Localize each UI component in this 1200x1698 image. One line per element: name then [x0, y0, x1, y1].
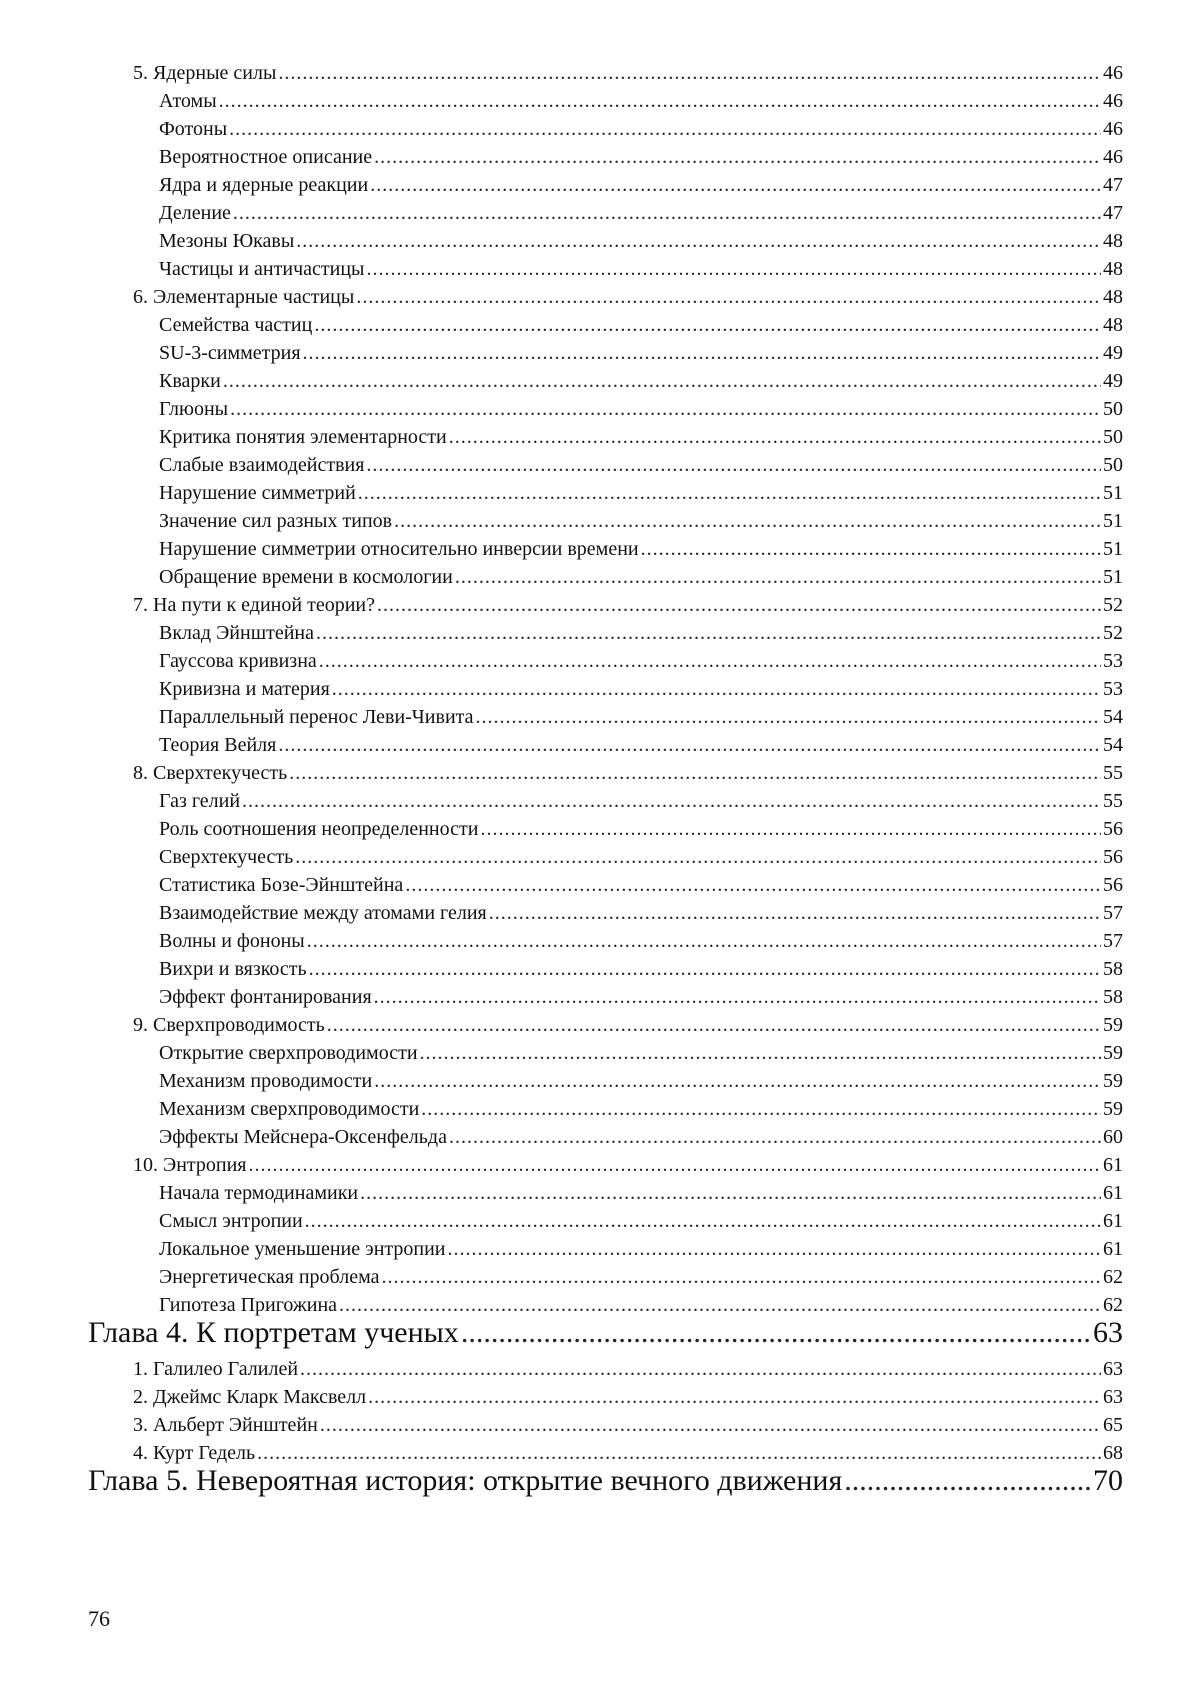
- entry-title: Гауссова кривизна: [159, 650, 317, 673]
- dot-leader: [300, 1358, 1101, 1381]
- subsection-entry: [159, 314, 1123, 337]
- subsection-entry: [159, 342, 1123, 365]
- dot-leader: [360, 1182, 1101, 1205]
- subsection-entry: [159, 118, 1123, 141]
- entry-page-number: 48: [1103, 314, 1123, 337]
- entry-page-number: 52: [1103, 594, 1123, 617]
- subsection-entry: [159, 510, 1123, 533]
- entry-page-number: 61: [1103, 1238, 1123, 1261]
- entry-page-number: 47: [1103, 202, 1123, 225]
- entry-page-number: 62: [1103, 1266, 1123, 1289]
- entry-title: Мезоны Юкавы: [159, 230, 294, 253]
- entry-page-number: 55: [1103, 790, 1123, 813]
- entry-title: 1. Галилео Галилей: [133, 1358, 298, 1381]
- dot-leader: [303, 342, 1101, 365]
- subsection-entry: [159, 258, 1123, 281]
- entry-page-number: 50: [1103, 398, 1123, 421]
- dot-leader: [489, 902, 1101, 925]
- entry-page-number: 59: [1103, 1042, 1123, 1065]
- subsection-entry: [159, 146, 1123, 169]
- subsection-entry: [159, 426, 1123, 449]
- subsection-entry: [159, 398, 1123, 421]
- dot-leader: [374, 146, 1101, 169]
- entry-page-number: 48: [1103, 258, 1123, 281]
- entry-title: Механизм сверхпроводимости: [159, 1098, 419, 1121]
- section-entry: [133, 762, 1123, 785]
- entry-title: Значение сил разных типов: [159, 510, 392, 533]
- entry-page-number: 63: [1093, 1316, 1123, 1350]
- section-entry: [133, 1414, 1123, 1437]
- section-entry: [133, 594, 1123, 617]
- entry-page-number: 68: [1103, 1442, 1123, 1465]
- subsection-entry: [159, 874, 1123, 897]
- dot-leader: [319, 650, 1101, 673]
- subsection-entry: [159, 958, 1123, 981]
- dot-leader: [461, 1316, 1091, 1350]
- dot-leader: [242, 790, 1101, 813]
- entry-page-number: 55: [1103, 762, 1123, 785]
- entry-title: Кривизна и материя: [159, 678, 330, 701]
- subsection-entry: [159, 790, 1123, 813]
- subsection-entry: [159, 454, 1123, 477]
- entry-page-number: 46: [1103, 118, 1123, 141]
- dot-leader: [223, 370, 1101, 393]
- subsection-entry: [159, 846, 1123, 869]
- dot-leader: [229, 118, 1101, 141]
- entry-title: Смысл энтропии: [159, 1210, 303, 1233]
- entry-title: Деление: [159, 202, 231, 225]
- section-entry: [133, 1154, 1123, 1177]
- dot-leader: [641, 538, 1101, 561]
- dot-leader: [844, 1464, 1091, 1498]
- entry-title: Статистика Бозе-Эйнштейна: [159, 874, 403, 897]
- dot-leader: [374, 986, 1101, 1009]
- dot-leader: [370, 174, 1101, 197]
- entry-page-number: 51: [1103, 538, 1123, 561]
- subsection-entry: [159, 650, 1123, 673]
- entry-title: Взаимодействие между атомами гелия: [159, 902, 487, 925]
- subsection-entry: [159, 930, 1123, 953]
- dot-leader: [278, 734, 1101, 757]
- entry-page-number: 46: [1103, 62, 1123, 85]
- entry-page-number: 70: [1093, 1464, 1123, 1498]
- dot-leader: [230, 398, 1101, 421]
- subsection-entry: [159, 174, 1123, 197]
- subsection-entry: [159, 370, 1123, 393]
- dot-leader: [289, 762, 1101, 785]
- dot-leader: [421, 1098, 1101, 1121]
- subsection-entry: [159, 818, 1123, 841]
- entry-title: 2. Джеймс Кларк Максвелл: [133, 1386, 366, 1409]
- entry-title: 3. Альберт Эйнштейн: [133, 1414, 318, 1437]
- entry-page-number: 56: [1103, 874, 1123, 897]
- entry-title: Фотоны: [159, 118, 227, 141]
- entry-title: Эффект фонтанирования: [159, 986, 372, 1009]
- entry-page-number: 49: [1103, 342, 1123, 365]
- dot-leader: [257, 1442, 1101, 1465]
- entry-title: Критика понятия элементарности: [159, 426, 447, 449]
- dot-leader: [309, 958, 1101, 981]
- entry-page-number: 46: [1103, 90, 1123, 113]
- entry-page-number: 46: [1103, 146, 1123, 169]
- entry-title: 4. Курт Гедель: [133, 1442, 255, 1465]
- subsection-entry: [159, 1098, 1123, 1121]
- subsection-entry: [159, 622, 1123, 645]
- entry-page-number: 61: [1103, 1210, 1123, 1233]
- section-entry: [133, 1358, 1123, 1381]
- entry-page-number: 50: [1103, 426, 1123, 449]
- subsection-entry: [159, 202, 1123, 225]
- dot-leader: [358, 482, 1101, 505]
- chapter-entry: [88, 1316, 1123, 1350]
- dot-leader: [305, 1210, 1101, 1233]
- dot-leader: [449, 1126, 1101, 1149]
- entry-page-number: 61: [1103, 1154, 1123, 1177]
- dot-leader: [420, 1042, 1101, 1065]
- entry-page-number: 57: [1103, 930, 1123, 953]
- entry-page-number: 51: [1103, 510, 1123, 533]
- entry-title: Нарушение симметрий: [159, 482, 356, 505]
- section-entry: [133, 1014, 1123, 1037]
- subsection-entry: [159, 1042, 1123, 1065]
- entry-page-number: 51: [1103, 482, 1123, 505]
- dot-leader: [314, 314, 1101, 337]
- entry-title: Сверхтекучесть: [159, 846, 293, 869]
- entry-title: 10. Энтропия: [133, 1154, 247, 1177]
- dot-leader: [295, 846, 1101, 869]
- entry-title: Открытие сверхпроводимости: [159, 1042, 418, 1065]
- dot-leader: [405, 874, 1101, 897]
- entry-title: Гипотеза Пригожина: [159, 1294, 337, 1317]
- entry-title: Энергетическая проблема: [159, 1266, 379, 1289]
- entry-page-number: 48: [1103, 230, 1123, 253]
- entry-title: Глюоны: [159, 398, 228, 421]
- subsection-entry: [159, 706, 1123, 729]
- entry-title: Роль соотношения неопределенности: [159, 818, 478, 841]
- entry-page-number: 54: [1103, 734, 1123, 757]
- entry-title: Кварки: [159, 370, 221, 393]
- entry-title: Механизм проводимости: [159, 1070, 372, 1093]
- dot-leader: [476, 706, 1101, 729]
- entry-title: Вклад Эйнштейна: [159, 622, 314, 645]
- subsection-entry: [159, 734, 1123, 757]
- dot-leader: [307, 930, 1101, 953]
- dot-leader: [219, 90, 1101, 113]
- entry-page-number: 63: [1103, 1386, 1123, 1409]
- dot-leader: [249, 1154, 1102, 1177]
- entry-title: Газ гелий: [159, 790, 240, 813]
- entry-page-number: 53: [1103, 678, 1123, 701]
- dot-leader: [368, 1386, 1101, 1409]
- entry-title: 7. На пути к единой теории?: [133, 594, 375, 617]
- section-entry: [133, 62, 1123, 85]
- entry-page-number: 56: [1103, 846, 1123, 869]
- dot-leader: [374, 1070, 1101, 1093]
- entry-page-number: 63: [1103, 1358, 1123, 1381]
- dot-leader: [394, 510, 1101, 533]
- dot-leader: [366, 454, 1101, 477]
- entry-page-number: 50: [1103, 454, 1123, 477]
- dot-leader: [320, 1414, 1101, 1437]
- entry-title: Глава 5. Невероятная история: открытие вечного движения: [88, 1464, 842, 1498]
- entry-page-number: 60: [1103, 1126, 1123, 1149]
- entry-title: Волны и фононы: [159, 930, 305, 953]
- dot-leader: [278, 62, 1101, 85]
- subsection-entry: [159, 230, 1123, 253]
- subsection-entry: [159, 1238, 1123, 1261]
- subsection-entry: [159, 1070, 1123, 1093]
- dot-leader: [316, 622, 1101, 645]
- subsection-entry: [159, 482, 1123, 505]
- entry-title: Локальное уменьшение энтропии: [159, 1238, 446, 1261]
- subsection-entry: [159, 902, 1123, 925]
- entry-page-number: 65: [1103, 1414, 1123, 1437]
- entry-title: Обращение времени в космологии: [159, 566, 453, 589]
- dot-leader: [381, 1266, 1101, 1289]
- dot-leader: [327, 1014, 1101, 1037]
- entry-page-number: 56: [1103, 818, 1123, 841]
- dot-leader: [332, 678, 1101, 701]
- entry-title: 8. Сверхтекучесть: [133, 762, 287, 785]
- dot-leader: [296, 230, 1101, 253]
- entry-page-number: 48: [1103, 286, 1123, 309]
- dot-leader: [455, 566, 1101, 589]
- entry-page-number: 57: [1103, 902, 1123, 925]
- entry-title: 9. Сверхпроводимость: [133, 1014, 325, 1037]
- dot-leader: [448, 1238, 1102, 1261]
- entry-page-number: 52: [1103, 622, 1123, 645]
- dot-leader: [480, 818, 1101, 841]
- subsection-entry: [159, 1266, 1123, 1289]
- subsection-entry: [159, 678, 1123, 701]
- entry-title: 5. Ядерные силы: [133, 62, 276, 85]
- dot-leader: [356, 286, 1101, 309]
- entry-page-number: 59: [1103, 1070, 1123, 1093]
- subsection-entry: [159, 986, 1123, 1009]
- entry-page-number: 54: [1103, 706, 1123, 729]
- subsection-entry: [159, 1126, 1123, 1149]
- dot-leader: [366, 258, 1101, 281]
- entry-title: Параллельный перенос Леви-Чивита: [159, 706, 474, 729]
- entry-title: Начала термодинамики: [159, 1182, 358, 1205]
- section-entry: [133, 286, 1123, 309]
- entry-title: Нарушение симметрии относительно инверсии времени: [159, 538, 639, 561]
- entry-page-number: 58: [1103, 958, 1123, 981]
- entry-title: Семейства частиц: [159, 314, 312, 337]
- entry-title: Ядра и ядерные реакции: [159, 174, 368, 197]
- entry-page-number: 61: [1103, 1182, 1123, 1205]
- entry-page-number: 62: [1103, 1294, 1123, 1317]
- section-entry: [133, 1386, 1123, 1409]
- entry-title: Атомы: [159, 90, 217, 113]
- chapter-entry: [88, 1464, 1123, 1498]
- entry-title: Слабые взаимодействия: [159, 454, 364, 477]
- entry-title: Теория Вейля: [159, 734, 276, 757]
- subsection-entry: [159, 90, 1123, 113]
- entry-page-number: 49: [1103, 370, 1123, 393]
- entry-title: Эффекты Мейснера-Оксенфельда: [159, 1126, 447, 1149]
- dot-leader: [339, 1294, 1101, 1317]
- entry-page-number: 51: [1103, 566, 1123, 589]
- entry-title: 6. Элементарные частицы: [133, 286, 354, 309]
- entry-title: Частицы и античастицы: [159, 258, 364, 281]
- entry-page-number: 59: [1103, 1098, 1123, 1121]
- page-number: 76: [88, 1606, 110, 1632]
- subsection-entry: [159, 538, 1123, 561]
- entry-title: Глава 4. К портретам ученых: [88, 1316, 459, 1350]
- entry-page-number: 58: [1103, 986, 1123, 1009]
- dot-leader: [233, 202, 1101, 225]
- subsection-entry: [159, 1294, 1123, 1317]
- dot-leader: [377, 594, 1101, 617]
- entry-title: Вероятностное описание: [159, 146, 372, 169]
- section-entry: [133, 1442, 1123, 1465]
- entry-page-number: 59: [1103, 1014, 1123, 1037]
- entry-title: Вихри и вязкость: [159, 958, 307, 981]
- entry-page-number: 47: [1103, 174, 1123, 197]
- subsection-entry: [159, 566, 1123, 589]
- entry-title: SU-3-симметрия: [159, 342, 301, 365]
- entry-page-number: 53: [1103, 650, 1123, 673]
- subsection-entry: [159, 1210, 1123, 1233]
- subsection-entry: [159, 1182, 1123, 1205]
- dot-leader: [449, 426, 1101, 449]
